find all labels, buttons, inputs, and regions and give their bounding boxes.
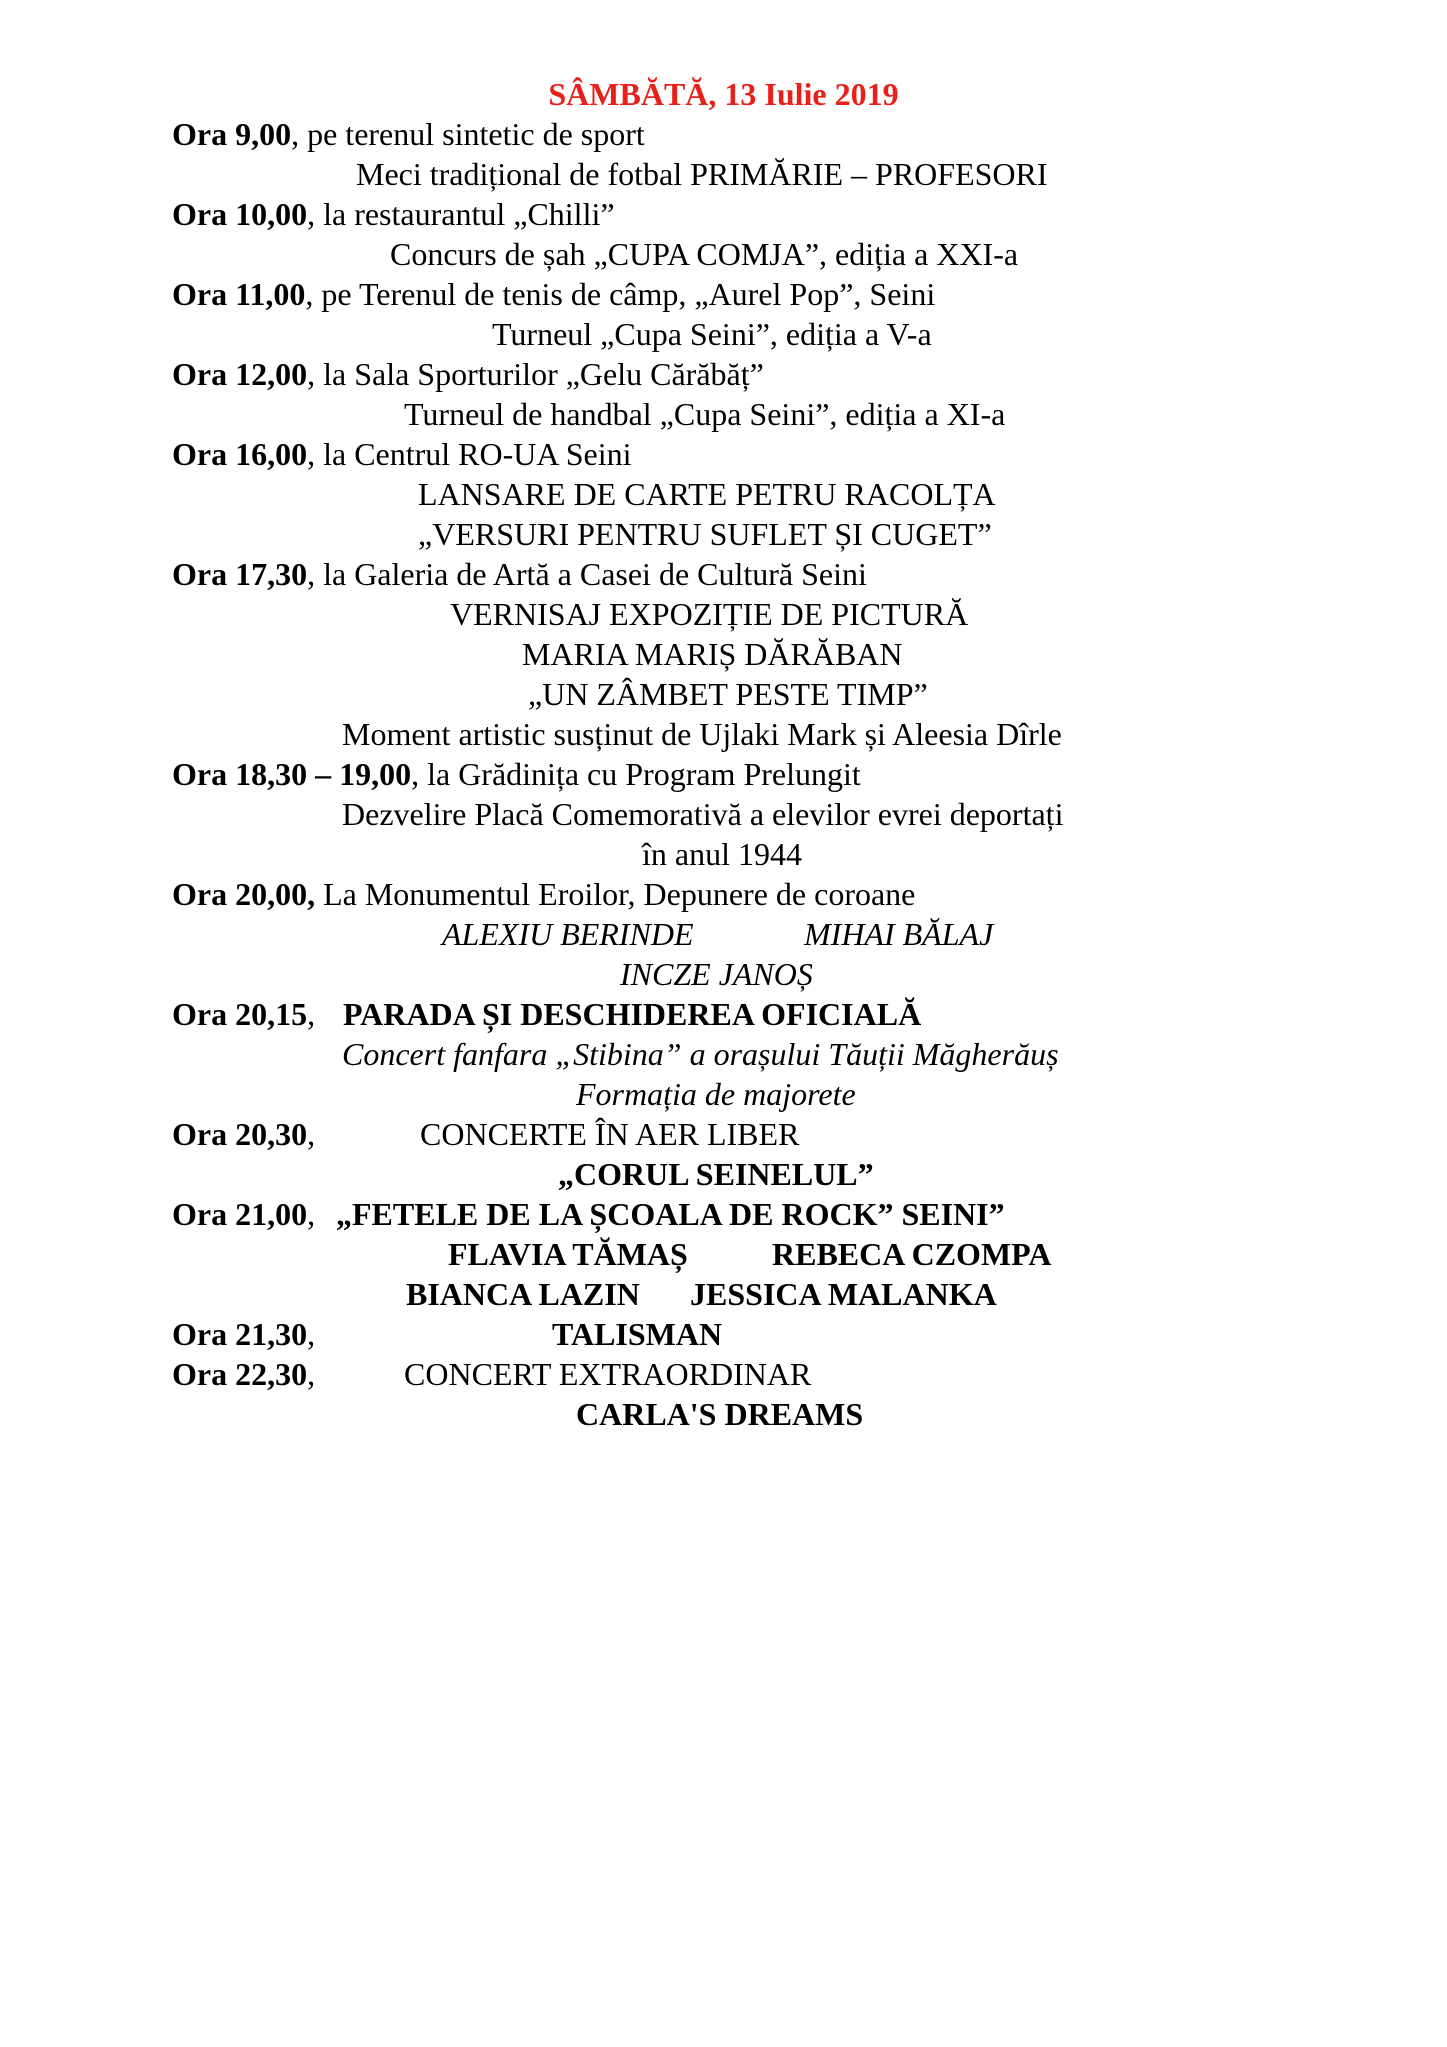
event-headline: CONCERT EXTRAORDINAR xyxy=(404,1356,812,1392)
event-place: , xyxy=(307,996,316,1032)
honoree-name: ALEXIU BERINDE xyxy=(442,916,694,952)
event-time: Ora 12,00 xyxy=(172,356,308,392)
event-21-30 xyxy=(172,1314,315,1354)
event-detail: „UN ZÂMBET PESTE TIMP” xyxy=(528,676,928,712)
event-place: , xyxy=(307,1116,316,1152)
event-time: Ora 20,15 xyxy=(172,996,308,1032)
event-detail: Turneul de handbal „Cupa Seini”, ediția a XI-a xyxy=(404,396,1006,432)
performer-name: REBECA CZOMPA xyxy=(772,1236,1052,1272)
event-place: , la restaurantul „Chilli” xyxy=(307,196,615,232)
event-place: , la Centrul RO-UA Seini xyxy=(307,436,632,472)
performer-name: CARLA'S DREAMS xyxy=(576,1396,864,1432)
event-detail: Concert fanfara „Stibina” a orașului Tăuții Măgherăuș xyxy=(342,1036,1059,1072)
event-time: Ora 9,00 xyxy=(172,116,292,152)
event-detail: Concurs de șah „CUPA COMJA”, ediția a XXI-a xyxy=(390,236,1019,272)
event-17-30 xyxy=(172,554,867,594)
event-time: Ora 20,00, xyxy=(172,876,316,912)
event-place: , xyxy=(307,1316,316,1352)
event-detail: MARIA MARIȘ DĂRĂBAN xyxy=(522,636,903,672)
event-10-00 xyxy=(172,194,615,234)
event-9-00 xyxy=(172,114,645,154)
event-21-00 xyxy=(172,1194,315,1234)
event-headline: „FETELE DE LA ȘCOALA DE ROCK” SEINI” xyxy=(336,1196,1005,1232)
event-detail: Formația de majorete xyxy=(576,1076,856,1112)
event-time: Ora 18,30 – 19,00 xyxy=(172,756,412,792)
event-16-00 xyxy=(172,434,632,474)
page-title: SÂMBĂTĂ, 13 Iulie 2019 xyxy=(548,76,899,112)
event-detail: Meci tradițional de fotbal PRIMĂRIE – PROFESORI xyxy=(356,156,1048,192)
performer-name: FLAVIA TĂMAȘ xyxy=(448,1236,688,1272)
performer-name: TALISMAN xyxy=(552,1316,723,1352)
event-time: Ora 21,30 xyxy=(172,1316,308,1352)
event-time: Ora 11,00 xyxy=(172,276,306,312)
event-detail: Moment artistic susținut de Ujlaki Mark și Aleesia Dîrle xyxy=(342,716,1062,752)
event-detail: VERNISAJ EXPOZIȚIE DE PICTURĂ xyxy=(450,596,969,632)
honoree-name: INCZE JANOȘ xyxy=(620,956,813,992)
event-time: Ora 10,00 xyxy=(172,196,308,232)
event-time: Ora 17,30 xyxy=(172,556,308,592)
event-22-30 xyxy=(172,1354,315,1394)
event-time: Ora 21,00 xyxy=(172,1196,308,1232)
honoree-name: MIHAI BĂLAJ xyxy=(804,916,994,952)
event-detail: LANSARE DE CARTE PETRU RACOLȚA xyxy=(418,476,996,512)
event-place: , pe terenul sintetic de sport xyxy=(291,116,645,152)
event-detail: în anul 1944 xyxy=(642,836,802,872)
event-headline: CONCERTE ÎN AER LIBER xyxy=(420,1116,800,1152)
event-detail: „VERSURI PENTRU SUFLET ȘI CUGET” xyxy=(418,516,992,552)
event-detail: Turneul „Cupa Seini”, ediția a V-a xyxy=(492,316,932,352)
event-18-30 xyxy=(172,754,861,794)
event-place: , la Grădinița cu Program Prelungit xyxy=(411,756,861,792)
event-place: La Monumentul Eroilor, Depunere de coroane xyxy=(315,876,916,912)
performer-name: „CORUL SEINELUL” xyxy=(558,1156,874,1192)
event-detail: Dezvelire Placă Comemorativă a elevilor evrei deportați xyxy=(342,796,1064,832)
event-time: Ora 20,30 xyxy=(172,1116,308,1152)
event-place: , xyxy=(307,1196,316,1232)
performer-name: JESSICA MALANKA xyxy=(690,1276,997,1312)
event-20-30 xyxy=(172,1114,315,1154)
event-place: , la Sala Sporturilor „Gelu Cărăbăț” xyxy=(307,356,764,392)
event-place: , pe Terenul de tenis de câmp, „Aurel Pop”, Seini xyxy=(305,276,936,312)
event-20-15 xyxy=(172,994,315,1034)
event-place: , la Galeria de Artă a Casei de Cultură Seini xyxy=(307,556,867,592)
event-11-00 xyxy=(172,274,935,314)
event-headline: PARADA ȘI DESCHIDEREA OFICIALĂ xyxy=(343,996,922,1032)
event-20-00 xyxy=(172,874,915,914)
event-time: Ora 22,30 xyxy=(172,1356,308,1392)
event-time: Ora 16,00 xyxy=(172,436,308,472)
event-place: , xyxy=(307,1356,316,1392)
event-12-00 xyxy=(172,354,764,394)
performer-name: BIANCA LAZIN xyxy=(406,1276,640,1312)
